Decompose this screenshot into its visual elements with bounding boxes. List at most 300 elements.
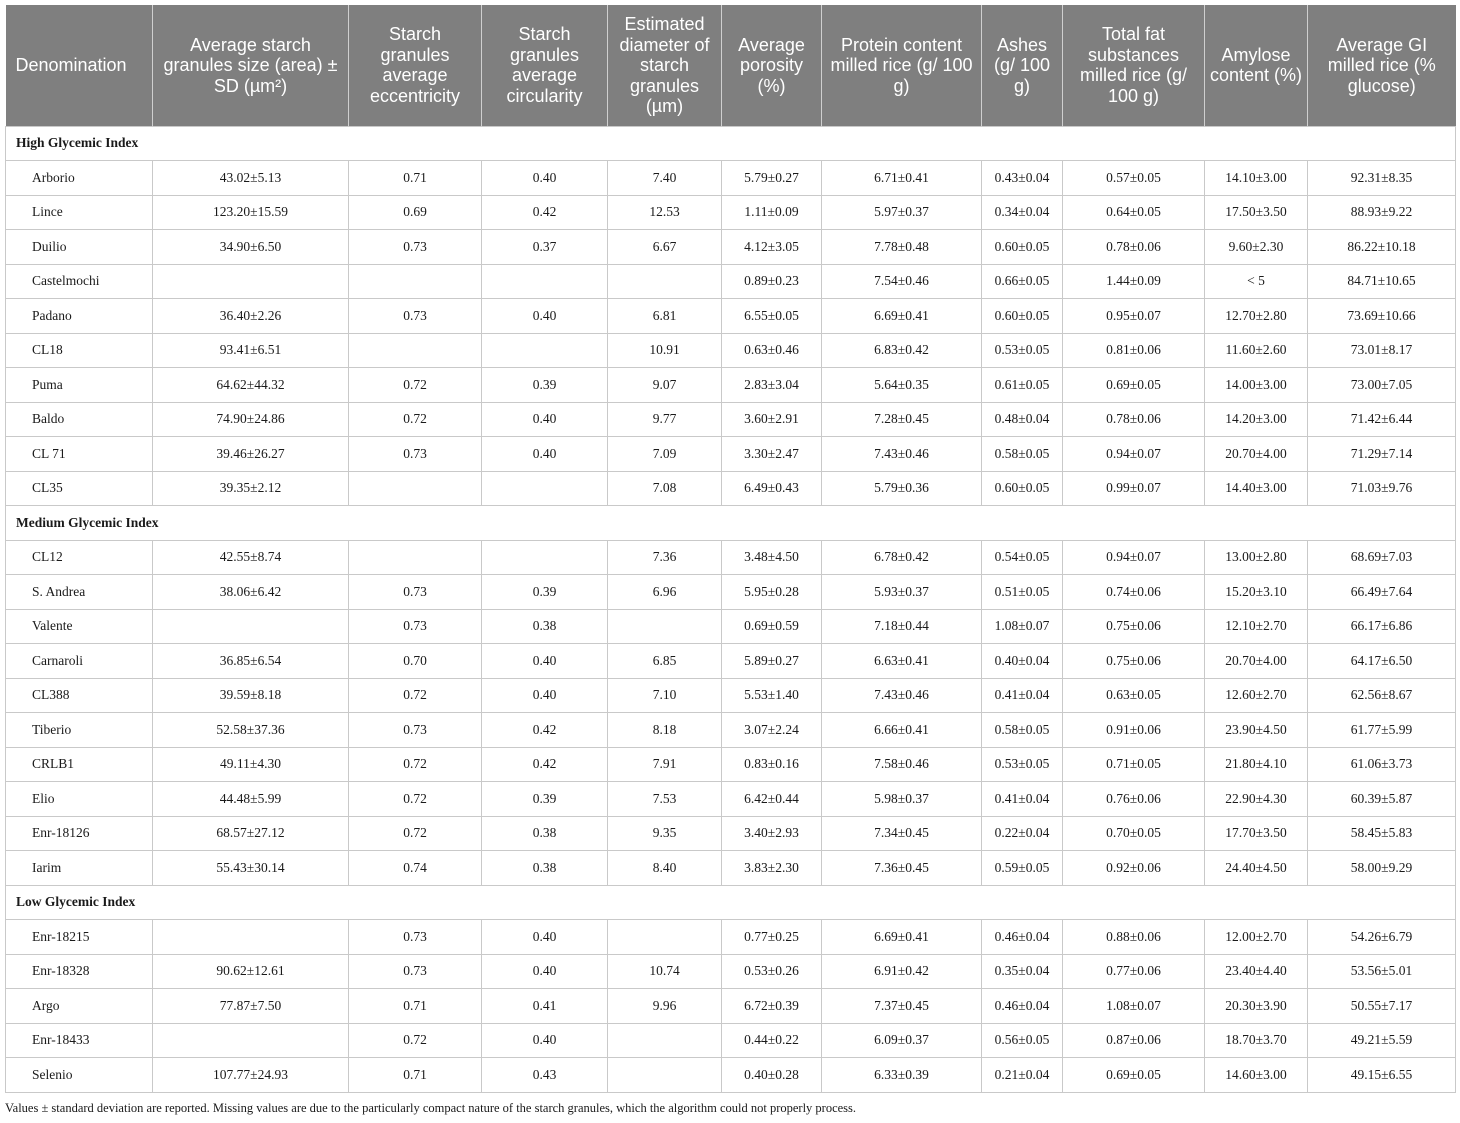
col-header-denomination: Denomination xyxy=(6,5,153,126)
table-cell: 0.42 xyxy=(482,747,608,782)
rice-properties-table xyxy=(5,5,1456,1093)
table-cell: 66.17±6.86 xyxy=(1308,609,1456,644)
table-cell: 12.53 xyxy=(608,195,722,230)
table-cell: 39.46±26.27 xyxy=(153,437,349,472)
table-cell: 0.72 xyxy=(349,1023,482,1058)
table-cell: 77.87±7.50 xyxy=(153,989,349,1024)
col-header-gi: Average GI milled rice (% glucose) xyxy=(1308,5,1456,126)
table-cell: 6.83±0.42 xyxy=(822,333,982,368)
table-cell: 44.48±5.99 xyxy=(153,782,349,817)
table-cell: 15.20±3.10 xyxy=(1205,575,1308,610)
table-row xyxy=(6,678,1456,713)
table-cell: 20.70±4.00 xyxy=(1205,437,1308,472)
table-cell: 6.63±0.41 xyxy=(822,644,982,679)
table-cell xyxy=(608,264,722,299)
table-cell: 64.62±44.32 xyxy=(153,368,349,403)
table-cell: 0.73 xyxy=(349,230,482,265)
table-cell: 0.63±0.46 xyxy=(722,333,822,368)
col-header-fat: Total fat substances milled rice (g/ 100 g) xyxy=(1063,5,1205,126)
header-row xyxy=(6,5,1456,126)
table-cell: 8.40 xyxy=(608,851,722,886)
table-cell: 0.38 xyxy=(482,851,608,886)
table-row xyxy=(6,782,1456,817)
table-row xyxy=(6,954,1456,989)
table-cell: 71.29±7.14 xyxy=(1308,437,1456,472)
table-cell: 90.62±12.61 xyxy=(153,954,349,989)
table-cell: 0.40 xyxy=(482,299,608,334)
table-cell: 0.40±0.28 xyxy=(722,1058,822,1093)
table-row xyxy=(6,471,1456,506)
table-cell: 0.53±0.05 xyxy=(982,747,1063,782)
variety-name: Enr-18215 xyxy=(6,920,153,955)
table-cell: 0.38 xyxy=(482,816,608,851)
table-row xyxy=(6,989,1456,1024)
table-cell: 6.67 xyxy=(608,230,722,265)
table-cell: 6.91±0.42 xyxy=(822,954,982,989)
table-row xyxy=(6,747,1456,782)
table-cell: 54.26±6.79 xyxy=(1308,920,1456,955)
group-title: High Glycemic Index xyxy=(6,126,1456,161)
table-cell: 86.22±10.18 xyxy=(1308,230,1456,265)
table-cell: 0.74 xyxy=(349,851,482,886)
table-cell: 3.83±2.30 xyxy=(722,851,822,886)
col-header-eccentricity: Starch granules average eccentricity xyxy=(349,5,482,126)
table-cell: 0.59±0.05 xyxy=(982,851,1063,886)
table-cell: 3.07±2.24 xyxy=(722,713,822,748)
table-cell: 55.43±30.14 xyxy=(153,851,349,886)
table-row xyxy=(6,575,1456,610)
table-cell: 0.87±0.06 xyxy=(1063,1023,1205,1058)
table-cell: 61.06±3.73 xyxy=(1308,747,1456,782)
table-cell: 34.90±6.50 xyxy=(153,230,349,265)
table-cell: 14.20±3.00 xyxy=(1205,402,1308,437)
variety-name: CRLB1 xyxy=(6,747,153,782)
table-cell: 0.34±0.04 xyxy=(982,195,1063,230)
col-header-diameter: Estimated diameter of starch granules (µm) xyxy=(608,5,722,126)
table-row xyxy=(6,437,1456,472)
table-cell xyxy=(482,540,608,575)
table-cell: 0.73 xyxy=(349,713,482,748)
table-cell: 6.69±0.41 xyxy=(822,920,982,955)
variety-name: CL12 xyxy=(6,540,153,575)
table-cell: 9.07 xyxy=(608,368,722,403)
table-cell: 7.09 xyxy=(608,437,722,472)
table-cell: 50.55±7.17 xyxy=(1308,989,1456,1024)
table-cell: 93.41±6.51 xyxy=(153,333,349,368)
table-cell: 3.30±2.47 xyxy=(722,437,822,472)
table-cell: 0.40 xyxy=(482,678,608,713)
table-cell: 23.90±4.50 xyxy=(1205,713,1308,748)
table-cell: 24.40±4.50 xyxy=(1205,851,1308,886)
variety-name: Arborio xyxy=(6,161,153,196)
group-title: Medium Glycemic Index xyxy=(6,506,1456,541)
table-cell: 0.57±0.05 xyxy=(1063,161,1205,196)
table-cell: 0.58±0.05 xyxy=(982,713,1063,748)
table-cell: 0.78±0.06 xyxy=(1063,402,1205,437)
table-cell: 73.01±8.17 xyxy=(1308,333,1456,368)
table-cell: 58.00±9.29 xyxy=(1308,851,1456,886)
table-cell: 39.59±8.18 xyxy=(153,678,349,713)
table-cell: 11.60±2.60 xyxy=(1205,333,1308,368)
table-cell: 5.64±0.35 xyxy=(822,368,982,403)
table-cell: 0.88±0.06 xyxy=(1063,920,1205,955)
table-cell: 68.57±27.12 xyxy=(153,816,349,851)
group-header-row xyxy=(6,126,1456,161)
table-cell: 0.71±0.05 xyxy=(1063,747,1205,782)
table-cell: 60.39±5.87 xyxy=(1308,782,1456,817)
table-cell: 6.85 xyxy=(608,644,722,679)
table-cell: 1.08±0.07 xyxy=(982,609,1063,644)
table-cell: 0.77±0.25 xyxy=(722,920,822,955)
table-cell: 0.70±0.05 xyxy=(1063,816,1205,851)
table-cell: 0.41±0.04 xyxy=(982,678,1063,713)
table-cell: 21.80±4.10 xyxy=(1205,747,1308,782)
table-cell: 6.66±0.41 xyxy=(822,713,982,748)
table-cell: 0.73 xyxy=(349,954,482,989)
table-cell: 0.74±0.06 xyxy=(1063,575,1205,610)
table-cell: 23.40±4.40 xyxy=(1205,954,1308,989)
table-cell: 92.31±8.35 xyxy=(1308,161,1456,196)
table-cell: 0.75±0.06 xyxy=(1063,609,1205,644)
table-cell: 5.98±0.37 xyxy=(822,782,982,817)
table-cell: 61.77±5.99 xyxy=(1308,713,1456,748)
table-cell: 0.73 xyxy=(349,609,482,644)
table-cell: 62.56±8.67 xyxy=(1308,678,1456,713)
table-cell: 6.69±0.41 xyxy=(822,299,982,334)
table-cell: 0.40 xyxy=(482,954,608,989)
table-cell: 0.72 xyxy=(349,747,482,782)
table-cell: 43.02±5.13 xyxy=(153,161,349,196)
group-title: Low Glycemic Index xyxy=(6,885,1456,920)
table-cell: 0.42 xyxy=(482,195,608,230)
table-cell xyxy=(349,333,482,368)
table-cell: 36.85±6.54 xyxy=(153,644,349,679)
table-cell: 73.69±10.66 xyxy=(1308,299,1456,334)
group-header-row xyxy=(6,885,1456,920)
table-cell: 12.00±2.70 xyxy=(1205,920,1308,955)
table-cell: 6.81 xyxy=(608,299,722,334)
table-cell: 0.43±0.04 xyxy=(982,161,1063,196)
table-cell: 0.40 xyxy=(482,402,608,437)
table-cell: 0.69±0.05 xyxy=(1063,368,1205,403)
variety-name: Enr-18126 xyxy=(6,816,153,851)
table-cell: 9.77 xyxy=(608,402,722,437)
variety-name: Baldo xyxy=(6,402,153,437)
table-cell: 42.55±8.74 xyxy=(153,540,349,575)
table-cell: 12.10±2.70 xyxy=(1205,609,1308,644)
table-row xyxy=(6,644,1456,679)
table-cell: 38.06±6.42 xyxy=(153,575,349,610)
table-cell: 39.35±2.12 xyxy=(153,471,349,506)
table-cell: 10.74 xyxy=(608,954,722,989)
table-cell: 52.58±37.36 xyxy=(153,713,349,748)
variety-name: Lince xyxy=(6,195,153,230)
table-cell: 0.71 xyxy=(349,1058,482,1093)
col-header-ashes: Ashes (g/ 100 g) xyxy=(982,5,1063,126)
table-cell: 0.46±0.04 xyxy=(982,989,1063,1024)
table-cell: 7.10 xyxy=(608,678,722,713)
table-cell: 6.72±0.39 xyxy=(722,989,822,1024)
table-cell: 0.53±0.05 xyxy=(982,333,1063,368)
table-cell: 0.35±0.04 xyxy=(982,954,1063,989)
table-cell: 0.94±0.07 xyxy=(1063,437,1205,472)
table-cell xyxy=(153,920,349,955)
table-cell: 7.91 xyxy=(608,747,722,782)
table-cell: 0.39 xyxy=(482,368,608,403)
table-cell: 0.72 xyxy=(349,782,482,817)
table-cell: 7.53 xyxy=(608,782,722,817)
variety-name: Iarim xyxy=(6,851,153,886)
variety-name: CL18 xyxy=(6,333,153,368)
table-cell: 12.70±2.80 xyxy=(1205,299,1308,334)
table-cell: 36.40±2.26 xyxy=(153,299,349,334)
table-cell xyxy=(482,264,608,299)
table-cell: 6.78±0.42 xyxy=(822,540,982,575)
table-cell: 0.71 xyxy=(349,989,482,1024)
table-cell: 7.43±0.46 xyxy=(822,437,982,472)
variety-name: Valente xyxy=(6,609,153,644)
table-row xyxy=(6,161,1456,196)
variety-name: Carnaroli xyxy=(6,644,153,679)
table-cell: 0.83±0.16 xyxy=(722,747,822,782)
table-cell: 0.73 xyxy=(349,920,482,955)
table-cell: 0.56±0.05 xyxy=(982,1023,1063,1058)
table-cell: 6.09±0.37 xyxy=(822,1023,982,1058)
col-header-circularity: Starch granules average circularity xyxy=(482,5,608,126)
table-row xyxy=(6,609,1456,644)
table-cell: 0.40 xyxy=(482,1023,608,1058)
table-cell: 0.73 xyxy=(349,575,482,610)
table-cell: 0.41±0.04 xyxy=(982,782,1063,817)
table-cell xyxy=(349,471,482,506)
table-cell xyxy=(608,1058,722,1093)
table-cell: 0.92±0.06 xyxy=(1063,851,1205,886)
table-cell: 0.70 xyxy=(349,644,482,679)
table-cell: 0.60±0.05 xyxy=(982,299,1063,334)
table-row xyxy=(6,368,1456,403)
table-row xyxy=(6,333,1456,368)
variety-name: Puma xyxy=(6,368,153,403)
table-cell: 68.69±7.03 xyxy=(1308,540,1456,575)
table-cell: 0.38 xyxy=(482,609,608,644)
table-cell: 53.56±5.01 xyxy=(1308,954,1456,989)
table-cell: 7.34±0.45 xyxy=(822,816,982,851)
table-cell: 7.43±0.46 xyxy=(822,678,982,713)
table-row xyxy=(6,230,1456,265)
table-row xyxy=(6,1023,1456,1058)
table-cell: 0.61±0.05 xyxy=(982,368,1063,403)
table-cell: 13.00±2.80 xyxy=(1205,540,1308,575)
table-row xyxy=(6,402,1456,437)
table-cell: < 5 xyxy=(1205,264,1308,299)
table-cell: 73.00±7.05 xyxy=(1308,368,1456,403)
table-cell: 0.69±0.59 xyxy=(722,609,822,644)
variety-name: CL388 xyxy=(6,678,153,713)
table-cell: 66.49±7.64 xyxy=(1308,575,1456,610)
table-footnote: Values ± standard deviation are reported. Missing values are due to the particularly compact nature of the starch granules, which the algorithm could not properly process. xyxy=(5,1100,857,1115)
table-cell xyxy=(153,264,349,299)
table-cell: 0.51±0.05 xyxy=(982,575,1063,610)
table-cell: 88.93±9.22 xyxy=(1308,195,1456,230)
table-cell: 0.72 xyxy=(349,368,482,403)
table-cell: 0.64±0.05 xyxy=(1063,195,1205,230)
table-cell: 0.94±0.07 xyxy=(1063,540,1205,575)
table-cell xyxy=(608,920,722,955)
table-cell: 0.89±0.23 xyxy=(722,264,822,299)
table-cell: 0.58±0.05 xyxy=(982,437,1063,472)
table-cell: 9.60±2.30 xyxy=(1205,230,1308,265)
table-cell: 58.45±5.83 xyxy=(1308,816,1456,851)
table-cell: 14.10±3.00 xyxy=(1205,161,1308,196)
table-cell: 49.11±4.30 xyxy=(153,747,349,782)
variety-name: Enr-18433 xyxy=(6,1023,153,1058)
group-header-row xyxy=(6,506,1456,541)
table-cell xyxy=(349,264,482,299)
table-cell: 0.76±0.06 xyxy=(1063,782,1205,817)
variety-name: Padano xyxy=(6,299,153,334)
table-cell: 2.83±3.04 xyxy=(722,368,822,403)
table-cell: 84.71±10.65 xyxy=(1308,264,1456,299)
table-cell: 1.08±0.07 xyxy=(1063,989,1205,1024)
table-cell: 0.69±0.05 xyxy=(1063,1058,1205,1093)
table-cell: 0.22±0.04 xyxy=(982,816,1063,851)
table-cell: 20.70±4.00 xyxy=(1205,644,1308,679)
table-cell: 0.60±0.05 xyxy=(982,471,1063,506)
table-cell: 5.79±0.36 xyxy=(822,471,982,506)
table-cell: 6.42±0.44 xyxy=(722,782,822,817)
col-header-granule-size: Average starch granules size (area) ± SD (µm²) xyxy=(153,5,349,126)
table-cell: 6.55±0.05 xyxy=(722,299,822,334)
table-row xyxy=(6,264,1456,299)
table-cell: 0.69 xyxy=(349,195,482,230)
table-cell xyxy=(349,540,482,575)
table-cell: 6.33±0.39 xyxy=(822,1058,982,1093)
table-cell: 0.39 xyxy=(482,575,608,610)
table-cell: 5.53±1.40 xyxy=(722,678,822,713)
table-cell: 123.20±15.59 xyxy=(153,195,349,230)
table-cell: 7.36±0.45 xyxy=(822,851,982,886)
table-cell xyxy=(482,471,608,506)
table-cell: 49.15±6.55 xyxy=(1308,1058,1456,1093)
table-row xyxy=(6,713,1456,748)
table-cell: 107.77±24.93 xyxy=(153,1058,349,1093)
table-cell: 5.95±0.28 xyxy=(722,575,822,610)
table-cell: 6.49±0.43 xyxy=(722,471,822,506)
table-cell: 7.58±0.46 xyxy=(822,747,982,782)
table-cell: 7.54±0.46 xyxy=(822,264,982,299)
table-cell: 0.41 xyxy=(482,989,608,1024)
table-cell: 7.78±0.48 xyxy=(822,230,982,265)
table-cell: 7.18±0.44 xyxy=(822,609,982,644)
variety-name: Duilio xyxy=(6,230,153,265)
table-cell xyxy=(608,1023,722,1058)
table-cell: 0.73 xyxy=(349,299,482,334)
col-header-porosity: Average porosity (%) xyxy=(722,5,822,126)
table-cell: 0.91±0.06 xyxy=(1063,713,1205,748)
table-row xyxy=(6,851,1456,886)
table-cell: 14.00±3.00 xyxy=(1205,368,1308,403)
table-cell: 9.35 xyxy=(608,816,722,851)
table-cell: 0.60±0.05 xyxy=(982,230,1063,265)
table-row xyxy=(6,299,1456,334)
table-cell: 0.77±0.06 xyxy=(1063,954,1205,989)
table-cell: 0.81±0.06 xyxy=(1063,333,1205,368)
table-cell: 18.70±3.70 xyxy=(1205,1023,1308,1058)
variety-name: Castelmochi xyxy=(6,264,153,299)
table-cell: 6.96 xyxy=(608,575,722,610)
variety-name: CL 71 xyxy=(6,437,153,472)
table-cell: 0.48±0.04 xyxy=(982,402,1063,437)
table-cell: 0.53±0.26 xyxy=(722,954,822,989)
table-cell: 0.54±0.05 xyxy=(982,540,1063,575)
table-cell: 0.66±0.05 xyxy=(982,264,1063,299)
table-cell: 64.17±6.50 xyxy=(1308,644,1456,679)
table-row xyxy=(6,920,1456,955)
table-cell: 22.90±4.30 xyxy=(1205,782,1308,817)
variety-name: CL35 xyxy=(6,471,153,506)
table-cell: 0.72 xyxy=(349,402,482,437)
table-cell: 5.89±0.27 xyxy=(722,644,822,679)
table-cell: 7.28±0.45 xyxy=(822,402,982,437)
table-cell: 0.63±0.05 xyxy=(1063,678,1205,713)
table-cell: 0.44±0.22 xyxy=(722,1023,822,1058)
table-cell: 7.37±0.45 xyxy=(822,989,982,1024)
col-header-amylose: Amylose content (%) xyxy=(1205,5,1308,126)
table-cell: 0.73 xyxy=(349,437,482,472)
table-cell: 0.40 xyxy=(482,920,608,955)
table-cell: 1.44±0.09 xyxy=(1063,264,1205,299)
variety-name: Tiberio xyxy=(6,713,153,748)
table-cell: 0.21±0.04 xyxy=(982,1058,1063,1093)
table-cell: 14.40±3.00 xyxy=(1205,471,1308,506)
table-cell: 0.75±0.06 xyxy=(1063,644,1205,679)
table-cell: 0.39 xyxy=(482,782,608,817)
table-cell: 3.48±4.50 xyxy=(722,540,822,575)
table-cell: 9.96 xyxy=(608,989,722,1024)
variety-name: Enr-18328 xyxy=(6,954,153,989)
variety-name: Selenio xyxy=(6,1058,153,1093)
table-cell: 0.40 xyxy=(482,161,608,196)
table-cell xyxy=(608,609,722,644)
table-cell: 17.70±3.50 xyxy=(1205,816,1308,851)
table-row xyxy=(6,1058,1456,1093)
table-cell: 6.71±0.41 xyxy=(822,161,982,196)
table-cell: 14.60±3.00 xyxy=(1205,1058,1308,1093)
table-cell: 5.93±0.37 xyxy=(822,575,982,610)
table-cell: 71.42±6.44 xyxy=(1308,402,1456,437)
table-cell: 0.72 xyxy=(349,816,482,851)
table-body xyxy=(6,126,1456,1092)
table-cell: 20.30±3.90 xyxy=(1205,989,1308,1024)
table-cell: 0.40 xyxy=(482,437,608,472)
col-header-protein: Protein content milled rice (g/ 100 g) xyxy=(822,5,982,126)
table-cell: 3.60±2.91 xyxy=(722,402,822,437)
table-cell: 0.95±0.07 xyxy=(1063,299,1205,334)
table-cell: 7.40 xyxy=(608,161,722,196)
table-row xyxy=(6,195,1456,230)
table-cell: 7.36 xyxy=(608,540,722,575)
table-cell: 0.72 xyxy=(349,678,482,713)
table-cell: 0.40 xyxy=(482,644,608,679)
table-cell: 49.21±5.59 xyxy=(1308,1023,1456,1058)
table-cell: 0.40±0.04 xyxy=(982,644,1063,679)
table-row xyxy=(6,540,1456,575)
table-cell: 7.08 xyxy=(608,471,722,506)
table-cell: 10.91 xyxy=(608,333,722,368)
table-cell: 3.40±2.93 xyxy=(722,816,822,851)
table-cell: 17.50±3.50 xyxy=(1205,195,1308,230)
table-cell: 5.79±0.27 xyxy=(722,161,822,196)
